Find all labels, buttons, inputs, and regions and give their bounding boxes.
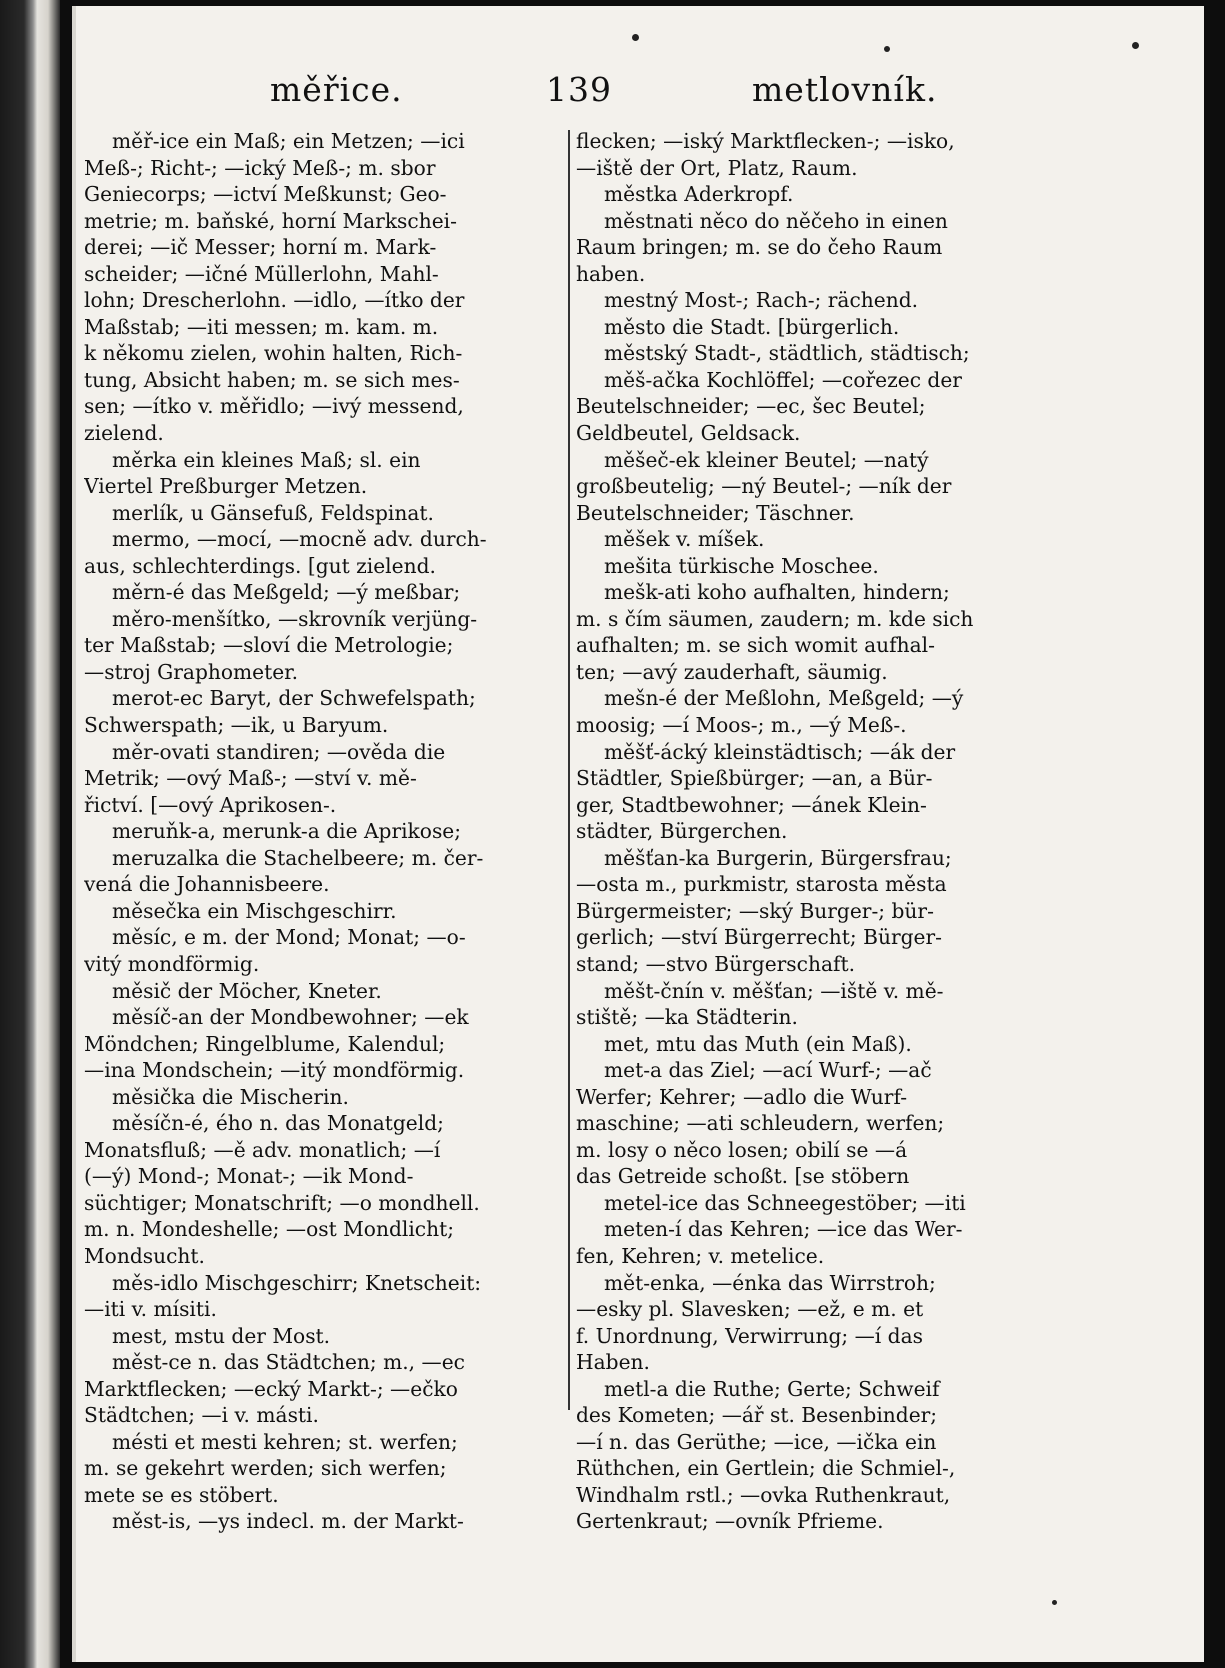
entry-line: ger, Stadtbewohner; —ánek Klein-	[576, 792, 927, 817]
entry-line: großbeutelig; —ný Beutel-; —ník der	[576, 474, 952, 499]
left-guide-word: měřice.	[270, 70, 403, 109]
entry-line: mestný Most-; Rach-; rächend.	[604, 288, 919, 313]
entry-line: merot-ec Baryt, der Schwefelspath;	[112, 686, 476, 711]
entry-line: tung, Absicht haben; m. se sich mes-	[84, 367, 460, 392]
page-header	[72, 70, 1200, 120]
entry-line: měšťan-ka Burgerin, Bürgersfrau;	[604, 845, 952, 870]
book-spine-shadow	[0, 0, 60, 1668]
entry-line: Meß-; Richt-; —ický Meß-; m. sbor	[84, 155, 436, 180]
entry-line: k někomu zielen, wohin halten, Rich-	[84, 341, 463, 366]
page-speck	[1052, 1600, 1057, 1605]
entry-line: Maßstab; —iti messen; m. kam. m.	[84, 314, 439, 339]
entry-line: fen, Kehren; v. metelice.	[576, 1243, 825, 1268]
entry-line: měst-is, —ys indecl. m. der Markt-	[112, 1509, 464, 1534]
entry-line: mermo, —mocí, —mocně adv. durch-	[112, 527, 487, 552]
entry-line: —í n. das Gerüthe; —ice, —ička ein	[576, 1429, 937, 1454]
entry-line: —iti v. mísiti.	[84, 1297, 217, 1322]
page-speck	[632, 34, 639, 41]
entry-line: Rüthchen, ein Gertlein; die Schmiel-,	[576, 1456, 956, 1481]
entry-line: Beutelschneider; Täschner.	[576, 500, 855, 525]
entry-line: meruňk-a, merunk-a die Aprikose;	[112, 819, 462, 844]
entry-line: měšť-ácký kleinstädtisch; —ák der	[604, 739, 956, 764]
entry-line: Monatsfluß; —ě adv. monatlich; —í	[84, 1137, 441, 1162]
entry-line: měšt-čnín v. měšťan; —iště v. mě-	[604, 978, 944, 1003]
entry-line: stand; —stvo Bürgerschaft.	[576, 951, 855, 976]
entry-line: zielend.	[84, 421, 164, 446]
right-guide-word: metlovník.	[752, 70, 938, 109]
entry-line: gerlich; —ství Bürgerrecht; Bürger-	[576, 925, 942, 950]
entry-line: (—ý) Mond-; Monat-; —ik Mond-	[84, 1164, 414, 1189]
entry-line: aus, schlechterdings. [gut zielend.	[84, 553, 436, 578]
page-speck	[1132, 42, 1139, 49]
entry-line: m. se gekehrt werden; sich werfen;	[84, 1456, 447, 1481]
entry-line: —esky pl. Slavesken; —ež, e m. et	[576, 1297, 924, 1322]
entry-line: Städtler, Spießbürger; —an, a Bür-	[576, 766, 933, 791]
entry-line: měsíc, e m. der Mond; Monat; —o-	[112, 925, 466, 950]
right-column	[576, 128, 1048, 1535]
entry-line: mésti et mesti kehren; st. werfen;	[112, 1429, 458, 1454]
entry-line: met, mtu das Muth (ein Maß).	[604, 1031, 912, 1056]
entry-line: m. losy o něco losen; obilí se —á	[576, 1137, 908, 1162]
entry-line: Geniecorps; —ictví Meßkunst; Geo-	[84, 182, 447, 207]
entry-line: scheider; —ičné Müllerlohn, Mahl-	[84, 261, 439, 286]
entry-line: město die Stadt. [bürgerlich.	[604, 314, 900, 339]
page-number: 139	[546, 70, 612, 109]
entry-line: städter, Bürgerchen.	[576, 819, 788, 844]
entry-line: merlík, u Gänsefuß, Feldspinat.	[112, 500, 434, 525]
entry-line: met-a das Ziel; —ací Wurf-; —ač	[604, 1058, 932, 1083]
entry-line: měš-ačka Kochlöffel; —cořezec der	[604, 367, 962, 392]
entry-line: —osta m., purkmistr, starosta města	[576, 872, 947, 897]
entry-line: —ina Mondschein; —itý mondförmig.	[84, 1058, 465, 1083]
entry-line: meruzalka die Stachelbeere; m. čer-	[112, 845, 484, 870]
entry-line: měšek v. míšek.	[604, 527, 765, 552]
entry-line: Raum bringen; m. se do čeho Raum	[576, 235, 943, 260]
entry-line: aufhalten; m. se sich womit aufhal-	[576, 633, 935, 658]
left-column	[84, 128, 522, 1535]
entry-line: měs-idlo Mischgeschirr; Knetscheit:	[112, 1270, 482, 1295]
entry-line: měr-ovati standiren; —ověda die	[112, 739, 446, 764]
entry-line: měsíč-an der Mondbewohner; —ek	[112, 1005, 469, 1030]
entry-line: Möndchen; Ringelblume, Kalendul;	[84, 1031, 446, 1056]
entry-line: metrie; m. baňské, horní Markschei-	[84, 208, 457, 233]
entry-line: Werfer; Kehrer; —adlo die Wurf-	[576, 1084, 908, 1109]
entry-line: —iště der Ort, Platz, Raum.	[576, 155, 858, 180]
entry-line: Marktflecken; —ecký Markt-; —ečko	[84, 1376, 458, 1401]
entry-line: mět-enka, —énka das Wirrstroh;	[604, 1270, 936, 1295]
entry-line: Schwerspath; —ik, u Baryum.	[84, 713, 389, 738]
entry-line: Gertenkraut; —ovník Pfrieme.	[576, 1509, 884, 1534]
entry-line: mešn-é der Meßlohn, Meßgeld; —ý	[604, 686, 964, 711]
entry-line: vená die Johannisbeere.	[84, 872, 330, 897]
entry-line: měsička die Mischerin.	[112, 1084, 349, 1109]
entry-line: Metrik; —ový Maß-; —ství v. mě-	[84, 766, 417, 791]
entry-line: süchtiger; Monatschrift; —o mondhell.	[84, 1190, 480, 1215]
entry-line: sen; —ítko v. měřidlo; —ivý messend,	[84, 394, 464, 419]
entry-line: mete se es stöbert.	[84, 1482, 279, 1507]
entry-line: měř-ice ein Maß; ein Metzen; —ici	[112, 129, 465, 153]
entry-line: metl-a die Ruthe; Gerte; Schweif	[604, 1376, 940, 1401]
entry-line: řictví. [—ový Aprikosen-.	[84, 792, 337, 817]
entry-line: Viertel Preßburger Metzen.	[84, 474, 368, 499]
entry-line: měst-ce n. das Städtchen; m., —ec	[112, 1350, 465, 1375]
entry-line: ter Maßstab; —sloví die Metrologie;	[84, 633, 454, 658]
entry-line: —stroj Graphometer.	[84, 659, 299, 684]
entry-line: lohn; Drescherlohn. —idlo, —ítko der	[84, 288, 465, 313]
entry-line: měro-menšítko, —skrovník verjüng-	[112, 606, 478, 631]
entry-line: das Getreide schoßt. [se stöbern	[576, 1164, 910, 1189]
entry-line: měšeč-ek kleiner Beutel; —natý	[604, 447, 929, 472]
entry-line: meten-í das Kehren; —ice das Wer-	[604, 1217, 963, 1242]
entry-line: Geldbeutel, Geldsack.	[576, 421, 801, 446]
entry-line: haben.	[576, 261, 646, 286]
entry-line: Städtchen; —i v. másti.	[84, 1403, 319, 1428]
entry-line: měsič der Möcher, Kneter.	[112, 978, 382, 1003]
entry-line: flecken; —iský Marktflecken-; —isko,	[576, 129, 955, 153]
entry-line: měrn-é das Meßgeld; —ý meßbar;	[112, 580, 461, 605]
entry-line: des Kometen; —ář st. Besenbinder;	[576, 1403, 938, 1428]
entry-line: měsíčn-é, ého n. das Monatgeld;	[112, 1111, 444, 1136]
entry-line: městský Stadt-, städtlich, städtisch;	[604, 341, 970, 366]
entry-line: moosig; —í Moos-; m., —ý Meß-.	[576, 713, 907, 738]
entry-line: městnati něco do něčeho in einen	[604, 208, 948, 233]
entry-line: mešk-ati koho aufhalten, hindern;	[604, 580, 950, 605]
entry-line: Haben.	[576, 1350, 650, 1375]
entry-line: Bürgermeister; —ský Burger-; bür-	[576, 898, 934, 923]
entry-line: stiště; —ka Städterin.	[576, 1005, 798, 1030]
entry-line: mešita türkische Moschee.	[604, 553, 879, 578]
entry-line: ten; —avý zauderhaft, säumig.	[576, 659, 888, 684]
column-divider	[568, 130, 570, 1410]
entry-line: měrka ein kleines Maß; sl. ein	[112, 447, 421, 472]
entry-line: Mondsucht.	[84, 1243, 205, 1268]
entry-line: m. n. Mondeshelle; —ost Mondlicht;	[84, 1217, 455, 1242]
entry-line: maschine; —ati schleudern, werfen;	[576, 1111, 945, 1136]
entry-line: Windhalm rstl.; —ovka Ruthenkraut,	[576, 1482, 951, 1507]
entry-line: měsečka ein Mischgeschirr.	[112, 898, 397, 923]
entry-line: vitý mondförmig.	[84, 951, 260, 976]
entry-line: mest, mstu der Most.	[112, 1323, 331, 1348]
entry-line: metel-ice das Schneegestöber; —iti	[604, 1190, 966, 1215]
entry-line: městka Aderkropf.	[604, 182, 794, 207]
entry-line: derei; —ič Messer; horní m. Mark-	[84, 235, 437, 260]
page-speck	[884, 46, 890, 52]
entry-line: Beutelschneider; —ec, šec Beutel;	[576, 394, 926, 419]
entry-line: m. s čím säumen, zaudern; m. kde sich	[576, 606, 974, 631]
entry-line: f. Unordnung, Verwirrung; —í das	[576, 1323, 923, 1348]
